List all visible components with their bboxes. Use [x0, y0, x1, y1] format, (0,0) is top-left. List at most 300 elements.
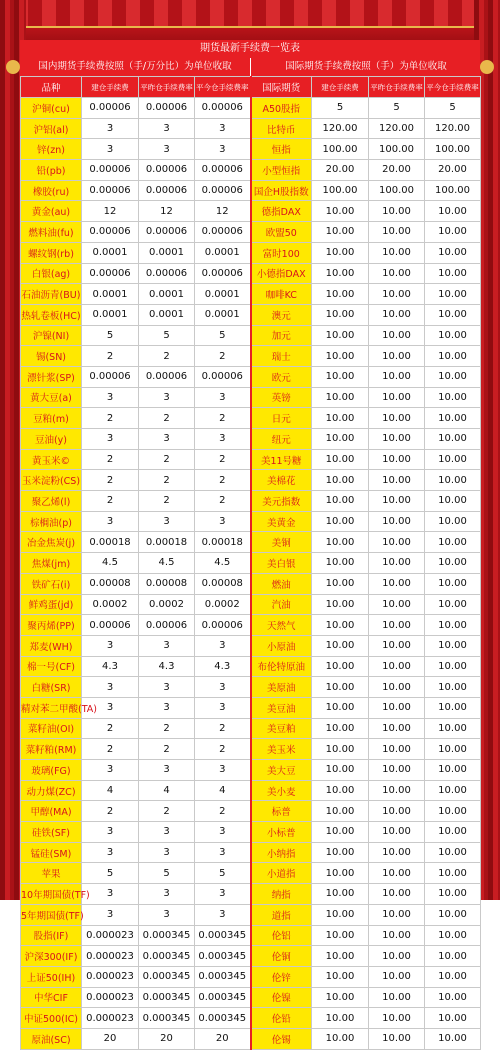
domestic-fee-cell: 0.00008	[82, 573, 139, 594]
domestic-product-name: 铁矿石(i)	[21, 573, 82, 594]
international-fee-cell: 10.00	[369, 925, 425, 946]
international-product-name: 欧盟50	[251, 222, 312, 243]
domestic-fee-cell: 5	[195, 325, 251, 346]
international-fee-cell: 10.00	[312, 677, 369, 698]
table-row	[21, 553, 481, 574]
domestic-product-name: 股指(IF)	[21, 925, 82, 946]
domestic-fee-cell: 0.000345	[195, 987, 251, 1008]
international-fee-cell: 10.00	[369, 594, 425, 615]
international-fee-cell: 10.00	[425, 780, 481, 801]
international-fee-cell: 10.00	[369, 801, 425, 822]
domestic-product-name: 聚丙烯(PP)	[21, 615, 82, 636]
domestic-fee-cell: 0.000345	[195, 946, 251, 967]
table-row	[21, 346, 481, 367]
international-fee-cell: 10.00	[425, 1008, 481, 1029]
curtain-tieback-icon	[480, 60, 494, 74]
domestic-fee-cell: 0.000345	[195, 925, 251, 946]
domestic-fee-cell: 3	[82, 697, 139, 718]
domestic-fee-cell: 20	[139, 1028, 195, 1049]
international-fee-cell: 10.00	[369, 863, 425, 884]
domestic-fee-cell: 0.00006	[195, 160, 251, 181]
international-fee-cell: 10.00	[312, 429, 369, 450]
international-fee-cell: 10.00	[312, 801, 369, 822]
curtain-tieback-icon	[6, 60, 20, 74]
international-fee-cell: 10.00	[425, 842, 481, 863]
table-row	[21, 966, 481, 987]
international-product-name: 小型恒指	[251, 160, 312, 181]
international-fee-cell: 10.00	[425, 801, 481, 822]
international-fee-cell: 10.00	[369, 697, 425, 718]
domestic-fee-cell: 2	[139, 470, 195, 491]
stage-curtain-top	[0, 0, 500, 40]
international-fee-cell: 10.00	[369, 491, 425, 512]
domestic-fee-cell: 0.00006	[82, 366, 139, 387]
international-fee-cell: 10.00	[425, 904, 481, 925]
international-fee-cell: 10.00	[369, 201, 425, 222]
international-fee-cell: 10.00	[369, 387, 425, 408]
domestic-fee-cell: 0.00006	[139, 615, 195, 636]
domestic-product-name: 豆粕(m)	[21, 408, 82, 429]
table-header-row	[21, 77, 481, 98]
international-product-name: 恒指	[251, 139, 312, 160]
page-title: 期货最新手续费一览表	[20, 40, 480, 58]
domestic-fee-cell: 0.0002	[82, 594, 139, 615]
international-fee-cell: 10.00	[312, 366, 369, 387]
domestic-fee-cell: 3	[82, 118, 139, 139]
international-fee-cell: 10.00	[425, 884, 481, 905]
domestic-fee-cell: 3	[195, 387, 251, 408]
domestic-fee-cell: 3	[195, 511, 251, 532]
international-fee-cell: 10.00	[369, 429, 425, 450]
international-fee-cell: 10.00	[425, 304, 481, 325]
international-product-name: 美大豆	[251, 760, 312, 781]
domestic-fee-cell: 4	[195, 780, 251, 801]
domestic-fee-cell: 0.0001	[195, 242, 251, 263]
domestic-fee-cell: 5	[195, 863, 251, 884]
international-product-name: 布伦特原油	[251, 656, 312, 677]
international-fee-cell: 10.00	[312, 863, 369, 884]
domestic-fee-cell: 3	[195, 760, 251, 781]
domestic-fee-cell: 4.5	[139, 553, 195, 574]
domestic-product-name: 焦煤(jm)	[21, 553, 82, 574]
domestic-fee-cell: 0.000345	[195, 1008, 251, 1029]
domestic-product-name: 黄玉米©	[21, 449, 82, 470]
international-fee-cell: 10.00	[369, 222, 425, 243]
international-fee-cell: 10.00	[312, 263, 369, 284]
international-fee-cell: 10.00	[425, 739, 481, 760]
domestic-fee-cell: 0.000023	[82, 966, 139, 987]
domestic-fee-cell: 0.00006	[139, 366, 195, 387]
table-row	[21, 449, 481, 470]
table-row	[21, 387, 481, 408]
domestic-product-name: 10年期国债(TF)	[21, 884, 82, 905]
international-product-name: 德指DAX	[251, 201, 312, 222]
international-fee-cell: 10.00	[312, 822, 369, 843]
table-row	[21, 222, 481, 243]
international-fee-cell: 10.00	[369, 511, 425, 532]
domestic-fee-cell: 3	[195, 429, 251, 450]
domestic-product-name: 燃料油(fu)	[21, 222, 82, 243]
international-fee-cell: 10.00	[369, 780, 425, 801]
table-row	[21, 201, 481, 222]
international-product-name: 美玉米	[251, 739, 312, 760]
international-fee-cell: 10.00	[369, 966, 425, 987]
domestic-fee-cell: 3	[139, 139, 195, 160]
domestic-product-name: 白糖(SR)	[21, 677, 82, 698]
domestic-fee-cell: 3	[82, 760, 139, 781]
domestic-product-name: 冶金焦炭(j)	[21, 532, 82, 553]
domestic-fee-cell: 0.00006	[139, 98, 195, 119]
international-fee-cell: 10.00	[312, 697, 369, 718]
international-fee-cell: 10.00	[425, 718, 481, 739]
international-fee-cell: 10.00	[369, 532, 425, 553]
international-product-name: 小标普	[251, 822, 312, 843]
table-row	[21, 160, 481, 181]
domestic-fee-cell: 2	[82, 491, 139, 512]
domestic-product-name: 5年期国债(TF)	[21, 904, 82, 925]
international-fee-cell: 10.00	[369, 884, 425, 905]
table-row	[21, 180, 481, 201]
domestic-fee-cell: 5	[139, 863, 195, 884]
table-row	[21, 304, 481, 325]
international-fee-cell: 10.00	[369, 553, 425, 574]
table-row	[21, 780, 481, 801]
domestic-fee-cell: 0.0001	[139, 304, 195, 325]
international-fee-cell: 10.00	[312, 635, 369, 656]
domestic-product-name: 锰硅(SM)	[21, 842, 82, 863]
domestic-product-name: 豆油(y)	[21, 429, 82, 450]
domestic-fee-cell: 0.000023	[82, 925, 139, 946]
domestic-fee-cell: 0.0001	[139, 284, 195, 305]
domestic-fee-cell: 2	[82, 718, 139, 739]
domestic-fee-cell: 0.00006	[139, 222, 195, 243]
domestic-fee-cell: 12	[195, 201, 251, 222]
international-fee-cell: 10.00	[425, 553, 481, 574]
domestic-fee-cell: 0.000345	[195, 966, 251, 987]
international-fee-cell: 10.00	[369, 449, 425, 470]
domestic-product-name: 螺纹钢(rb)	[21, 242, 82, 263]
domestic-fee-cell: 0.00006	[195, 222, 251, 243]
international-fee-cell: 10.00	[425, 408, 481, 429]
international-product-name: 比特币	[251, 118, 312, 139]
international-fee-cell: 10.00	[425, 966, 481, 987]
international-fee-cell: 10.00	[369, 635, 425, 656]
international-fee-cell: 10.00	[312, 387, 369, 408]
domestic-fee-cell: 2	[195, 449, 251, 470]
international-fee-cell: 100.00	[369, 180, 425, 201]
domestic-fee-cell: 3	[139, 842, 195, 863]
domestic-fee-cell: 3	[195, 697, 251, 718]
domestic-fee-cell: 20	[82, 1028, 139, 1049]
table-row	[21, 863, 481, 884]
table-row	[21, 987, 481, 1008]
domestic-fee-cell: 3	[139, 904, 195, 925]
international-fee-cell: 10.00	[369, 1008, 425, 1029]
domestic-fee-cell: 0.00008	[139, 573, 195, 594]
domestic-fee-cell: 3	[82, 822, 139, 843]
domestic-fee-cell: 0.00006	[195, 615, 251, 636]
domestic-fee-cell: 0.00006	[82, 98, 139, 119]
domestic-product-name: 中华CIF	[21, 987, 82, 1008]
international-product-name: 燃油	[251, 573, 312, 594]
international-fee-cell: 10.00	[369, 615, 425, 636]
domestic-product-name: 甲醇(MA)	[21, 801, 82, 822]
international-fee-cell: 10.00	[425, 946, 481, 967]
international-fee-cell: 10.00	[425, 284, 481, 305]
table-row	[21, 408, 481, 429]
international-product-name: 美铜	[251, 532, 312, 553]
international-fee-cell: 10.00	[425, 677, 481, 698]
domestic-fee-cell: 4	[82, 780, 139, 801]
international-product-name: 纽元	[251, 429, 312, 450]
domestic-product-name: 上证50(IH)	[21, 966, 82, 987]
international-fee-cell: 10.00	[425, 366, 481, 387]
international-fee-cell: 10.00	[312, 842, 369, 863]
international-column-header: 国际期货	[251, 77, 312, 98]
domestic-fee-cell: 0.0001	[82, 242, 139, 263]
international-fee-cell: 10.00	[312, 656, 369, 677]
international-fee-cell: 10.00	[312, 491, 369, 512]
domestic-fee-cell: 3	[195, 139, 251, 160]
international-product-name: 美棉花	[251, 470, 312, 491]
international-product-name: 欧元	[251, 366, 312, 387]
domestic-fee-cell: 3	[139, 822, 195, 843]
domestic-fee-cell: 3	[139, 884, 195, 905]
domestic-fee-cell: 3	[82, 429, 139, 450]
domestic-fee-cell: 5	[82, 325, 139, 346]
domestic-fee-cell: 3	[139, 511, 195, 532]
domestic-fee-cell: 0.00006	[82, 263, 139, 284]
international-product-name: 伦铝	[251, 925, 312, 946]
domestic-fee-cell: 0.000345	[139, 925, 195, 946]
table-row	[21, 511, 481, 532]
domestic-fee-cell: 3	[139, 387, 195, 408]
international-fee-cell: 10.00	[425, 491, 481, 512]
international-fee-cell: 10.00	[312, 470, 369, 491]
international-product-name: 伦锌	[251, 966, 312, 987]
table-row	[21, 429, 481, 450]
domestic-fee-cell: 2	[139, 408, 195, 429]
domestic-fee-cell: 0.0002	[139, 594, 195, 615]
domestic-fee-cell: 0.00006	[82, 222, 139, 243]
domestic-fee-cell: 3	[82, 904, 139, 925]
domestic-fee-cell: 0.00006	[139, 263, 195, 284]
domestic-fee-cell: 0.0001	[82, 304, 139, 325]
domestic-fee-cell: 0.0001	[82, 284, 139, 305]
domestic-fee-cell: 2	[139, 739, 195, 760]
international-product-name: 伦铜	[251, 946, 312, 967]
domestic-product-name: 聚乙烯(l)	[21, 491, 82, 512]
international-fee-cell: 100.00	[425, 139, 481, 160]
domestic-fee-cell: 2	[195, 491, 251, 512]
table-row	[21, 139, 481, 160]
domestic-fee-cell: 3	[139, 118, 195, 139]
international-product-name: 加元	[251, 325, 312, 346]
domestic-fee-cell: 2	[195, 718, 251, 739]
international-product-name: 汽油	[251, 594, 312, 615]
international-fee-cell: 10.00	[312, 511, 369, 532]
international-product-name: 道指	[251, 904, 312, 925]
international-product-name: 美元指数	[251, 491, 312, 512]
international-fee-cell: 10.00	[312, 1008, 369, 1029]
domestic-fee-cell: 3	[139, 760, 195, 781]
international-fee-cell: 10.00	[312, 346, 369, 367]
international-fee-cell: 10.00	[312, 449, 369, 470]
international-fee-cell: 10.00	[312, 925, 369, 946]
domestic-fee-cell: 2	[82, 408, 139, 429]
domestic-product-name: 菜籽油(OI)	[21, 718, 82, 739]
international-fee-cell: 10.00	[425, 511, 481, 532]
international-fee-cell: 10.00	[312, 222, 369, 243]
international-fee-cell: 10.00	[369, 677, 425, 698]
international-product-name: 国企H股指数	[251, 180, 312, 201]
domestic-fee-cell: 3	[195, 822, 251, 843]
domestic-fee-cell: 3	[82, 139, 139, 160]
domestic-fee-cell: 2	[139, 718, 195, 739]
international-product-name: 标普	[251, 801, 312, 822]
table-row	[21, 615, 481, 636]
international-product-name: 纳指	[251, 884, 312, 905]
international-fee-cell: 10.00	[312, 304, 369, 325]
international-fee-cell: 10.00	[369, 656, 425, 677]
table-row	[21, 366, 481, 387]
domestic-fee-cell: 4.5	[195, 553, 251, 574]
international-fee-cell: 10.00	[425, 925, 481, 946]
domestic-fee-cell: 0.00006	[195, 180, 251, 201]
table-row	[21, 718, 481, 739]
domestic-fee-cell: 3	[139, 697, 195, 718]
international-fee-cell: 100.00	[369, 139, 425, 160]
international-product-name: 澳元	[251, 304, 312, 325]
domestic-fee-cell: 0.00008	[195, 573, 251, 594]
table-row	[21, 884, 481, 905]
international-fee-cell: 10.00	[369, 470, 425, 491]
international-fee-cell: 10.00	[369, 573, 425, 594]
international-fee-cell: 5	[369, 98, 425, 119]
domestic-product-name: 白银(ag)	[21, 263, 82, 284]
domestic-fee-cell: 3	[195, 842, 251, 863]
international-fee-cell: 10.00	[312, 946, 369, 967]
domestic-column-header: 平昨仓手续费率	[139, 77, 195, 98]
international-fee-cell: 10.00	[369, 284, 425, 305]
domestic-fee-cell: 12	[139, 201, 195, 222]
domestic-fee-cell: 3	[195, 884, 251, 905]
table-row	[21, 242, 481, 263]
domestic-fee-cell: 0.00006	[195, 366, 251, 387]
table-row	[21, 325, 481, 346]
domestic-product-name: 硅铁(SF)	[21, 822, 82, 843]
domestic-fee-cell: 3	[82, 635, 139, 656]
international-fee-cell: 10.00	[312, 594, 369, 615]
international-product-name: 美原油	[251, 677, 312, 698]
domestic-heading: 国内期货手续费按照（手/万分比）为单位收取	[20, 58, 251, 76]
international-fee-cell: 10.00	[312, 553, 369, 574]
domestic-fee-cell: 2	[139, 449, 195, 470]
domestic-fee-cell: 0.000023	[82, 987, 139, 1008]
fee-table	[20, 76, 481, 1050]
domestic-product-name: 锌(zn)	[21, 139, 82, 160]
international-product-name: 美黄金	[251, 511, 312, 532]
table-row	[21, 656, 481, 677]
table-row	[21, 573, 481, 594]
international-product-name: 伦锡	[251, 1028, 312, 1049]
domestic-fee-cell: 2	[195, 739, 251, 760]
domestic-fee-cell: 2	[82, 739, 139, 760]
international-fee-cell: 10.00	[312, 284, 369, 305]
domestic-product-name: 玻璃(FG)	[21, 760, 82, 781]
domestic-product-name: 黄金(au)	[21, 201, 82, 222]
table-row	[21, 822, 481, 843]
international-fee-cell: 10.00	[312, 760, 369, 781]
domestic-fee-cell: 0.00018	[195, 532, 251, 553]
domestic-fee-cell: 4.3	[195, 656, 251, 677]
international-fee-cell: 10.00	[312, 201, 369, 222]
domestic-fee-cell: 0.000345	[139, 946, 195, 967]
international-fee-cell: 5	[425, 98, 481, 119]
table-row	[21, 1028, 481, 1049]
table-row	[21, 284, 481, 305]
domestic-fee-cell: 0.0002	[195, 594, 251, 615]
international-fee-cell: 120.00	[369, 118, 425, 139]
international-product-name: 美小麦	[251, 780, 312, 801]
international-product-name: 伦镍	[251, 987, 312, 1008]
international-fee-cell: 10.00	[312, 884, 369, 905]
international-fee-cell: 10.00	[369, 842, 425, 863]
table-row	[21, 760, 481, 781]
domestic-fee-cell: 3	[195, 904, 251, 925]
international-fee-cell: 10.00	[369, 904, 425, 925]
international-fee-cell: 10.00	[312, 532, 369, 553]
domestic-product-name: 精对苯二甲酸(TA)	[21, 697, 82, 718]
domestic-product-name: 中证500(IC)	[21, 1008, 82, 1029]
domestic-fee-cell: 3	[82, 842, 139, 863]
international-fee-cell: 10.00	[425, 346, 481, 367]
domestic-fee-cell: 0.00006	[82, 180, 139, 201]
domestic-fee-cell: 3	[82, 884, 139, 905]
domestic-column-header: 平今仓手续费率	[195, 77, 251, 98]
domestic-column-header: 建仓手续费	[82, 77, 139, 98]
domestic-fee-cell: 4.3	[82, 656, 139, 677]
international-product-name: 小原油	[251, 635, 312, 656]
domestic-fee-cell: 0.00006	[139, 160, 195, 181]
table-row	[21, 532, 481, 553]
international-fee-cell: 10.00	[312, 615, 369, 636]
domestic-fee-cell: 0.0001	[139, 242, 195, 263]
international-product-name: 英镑	[251, 387, 312, 408]
domestic-fee-cell: 3	[82, 677, 139, 698]
international-heading: 国际期货手续费按照（手）为单位收取	[285, 61, 447, 72]
international-fee-cell: 10.00	[369, 1028, 425, 1049]
domestic-fee-cell: 0.00006	[82, 160, 139, 181]
fee-table-body	[21, 77, 481, 1050]
international-product-name: 天然气	[251, 615, 312, 636]
domestic-fee-cell: 2	[82, 801, 139, 822]
domestic-fee-cell: 12	[82, 201, 139, 222]
international-product-name: 小纳指	[251, 842, 312, 863]
international-fee-cell: 10.00	[425, 863, 481, 884]
domestic-fee-cell: 3	[139, 635, 195, 656]
domestic-fee-cell: 2	[82, 346, 139, 367]
domestic-fee-cell: 20	[195, 1028, 251, 1049]
domestic-product-name: 棕榈油(p)	[21, 511, 82, 532]
international-fee-cell: 10.00	[312, 573, 369, 594]
international-fee-cell: 10.00	[425, 615, 481, 636]
domestic-product-name: 棉一号(CF)	[21, 656, 82, 677]
international-fee-cell: 10.00	[369, 366, 425, 387]
domestic-fee-cell: 3	[139, 429, 195, 450]
domestic-fee-cell: 0.000345	[139, 1008, 195, 1029]
international-fee-cell: 10.00	[369, 408, 425, 429]
